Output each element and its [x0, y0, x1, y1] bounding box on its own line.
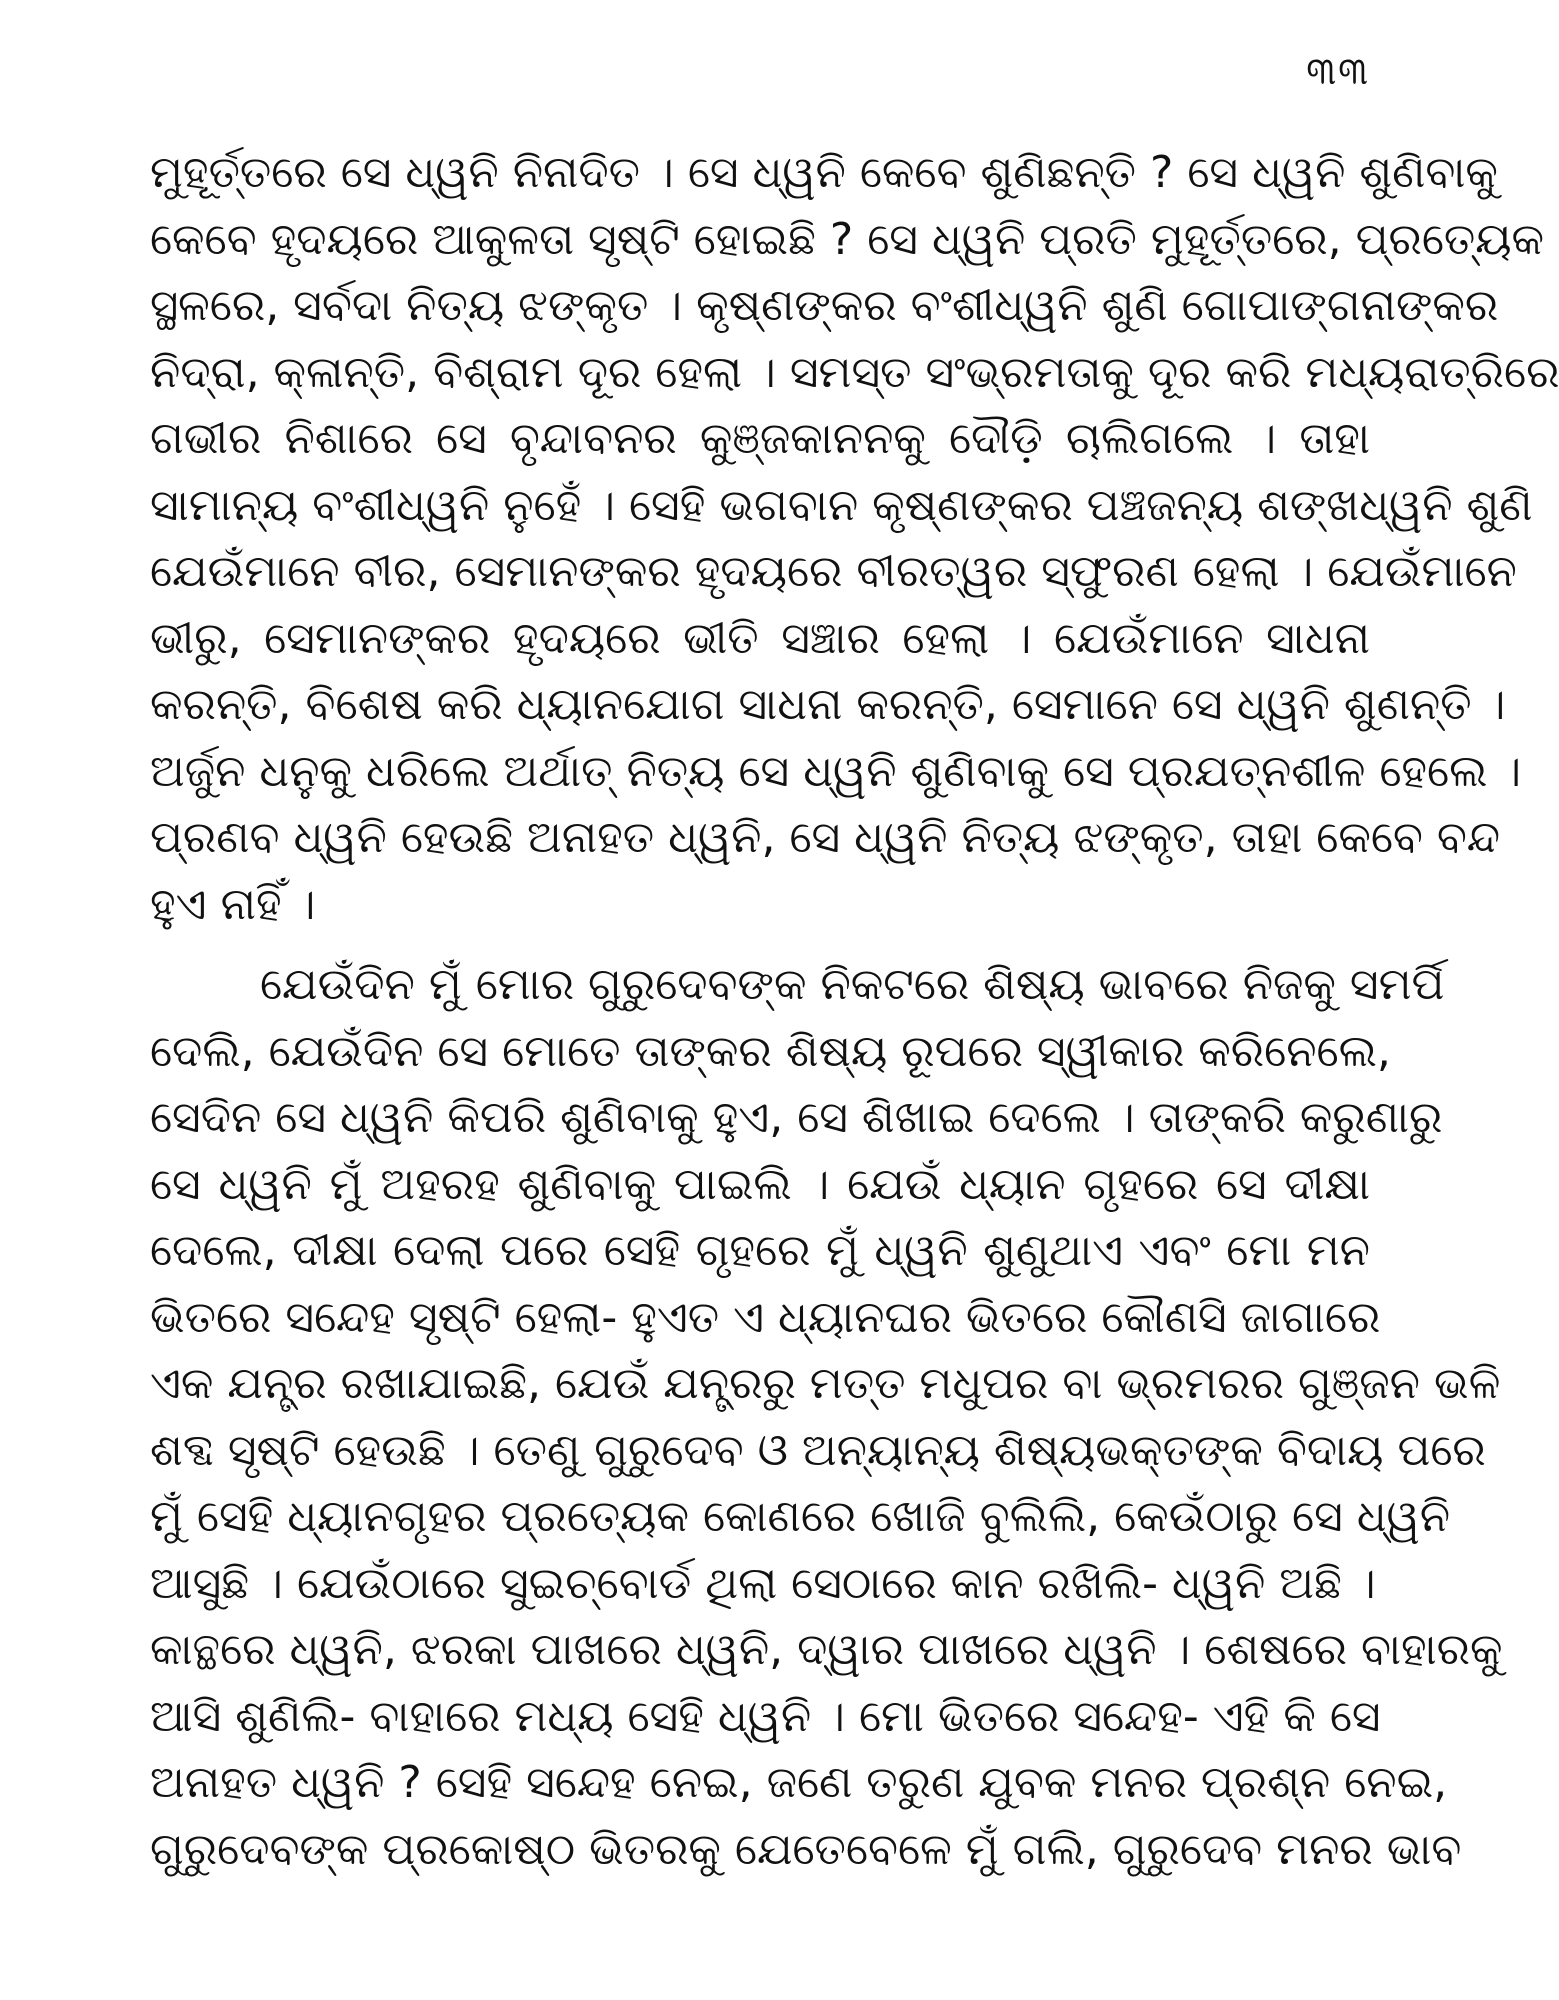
text-line: କେବେ ହୃଦୟରେ ଆକୁଳତା ସୃଷ୍ଟି ହୋଇଛି ? ସେ ଧ୍ୱନି ପ୍ରତି ମୁହୂର୍ତ୍ତରେ, ପ୍ରତ୍ୟେକ: [150, 213, 1545, 265]
text-line: ଭିତରେ ସନ୍ଦେହ ସୃଷ୍ଟି ହେଲା- ହୁଏତ ଏ ଧ୍ୟାନଘର ଭିତରେ କୌଣସି ଜାଗାରେ: [150, 1291, 1381, 1343]
text-line: ଏକ ଯନ୍ତ୍ର ରଖାଯାଇଛି, ଯେଉଁ ଯନ୍ତ୍ରରୁ ମତ୍ତ ମଧୁପର ବା ଭ୍ରମରର ଗୁଞ୍ଜନ ଭଳି: [150, 1358, 1501, 1409]
text-line: ମୁଁ ସେହି ଧ୍ୟାନଗୃହର ପ୍ରତ୍ୟେକ କୋଣରେ ଖୋଜି ବୁଲିଲି, କେଉଁଠାରୁ ସେ ଧ୍ୱନି: [150, 1491, 1451, 1542]
text-line: ଆସୁଛି । ଯେଉଁଠାରେ ସୁଇଚ୍‌ବୋର୍ଡ ଥିଲା ସେଠାରେ କାନ ରଖିଲି- ଧ୍ୱନି ଅଛି ।: [150, 1557, 1376, 1609]
text-line: ସ୍ଥଳରେ, ସର୍ବଦା ନିତ୍ୟ ଝଙ୍କୃତ । କୃଷ୍ଣଙ୍କର ବଂଶୀଧ୍ୱନି ଶୁଣି ଗୋପାଙ୍ଗନାଙ୍କର: [150, 280, 1499, 331]
text-line: ଯେଉଁମାନେ ବୀର, ସେମାନଙ୍କର ହୃଦୟରେ ବୀରତ୍ୱର ସ୍ଫୁରଣ ହେଲା । ଯେଉଁମାନେ: [150, 546, 1517, 597]
text-line: ସେଦିନ ସେ ଧ୍ୱନି କିପରି ଶୁଣିବାକୁ ହୁଏ, ସେ ଶିଖାଇ ଦେଲେ । ତାଙ୍କରି କରୁଣାରୁ: [150, 1092, 1443, 1143]
paragraph-2: [150, 952, 1503, 1883]
text-line: କରନ୍ତି, ବିଶେଷ କରି ଧ୍ୟାନଯୋଗ ସାଧନା କରନ୍ତି, ସେମାନେ ସେ ଧ୍ୱନି ଶୁଣନ୍ତି ।: [150, 679, 1506, 730]
text-line: ସେ ଧ୍ୱନି ମୁଁ ଅହରହ ଶୁଣିବାକୁ ପାଇଲି । ଯେଉଁ ଧ୍ୟାନ ଗୃହରେ ସେ ଦୀକ୍ଷା: [150, 1158, 1370, 1210]
text-line: ଦେଲି, ଯେଉଁଦିନ ସେ ମୋତେ ତାଙ୍କର ଶିଷ୍ୟ ରୂପରେ ସ୍ୱୀକାର କରିନେଲେ,: [150, 1025, 1391, 1077]
page-number: ୩୩: [1306, 49, 1370, 93]
text-line: ହୁଏ ନାହିଁ ।: [150, 878, 316, 930]
text-line: ଶବ୍ଦ ସୃଷ୍ଟି ହେଉଛି । ତେଣୁ ଗୁରୁଦେବ ଓ ଅନ୍ୟାନ୍ୟ ଶିଷ୍ୟଭକ୍ତଙ୍କ ବିଦାୟ ପରେ: [150, 1424, 1486, 1476]
text-line: ଅର୍ଜୁନ ଧନୁକୁ ଧରିଲେ ଅର୍ଥାତ୍ ନିତ୍ୟ ସେ ଧ୍ୱନି ଶୁଣିବାକୁ ସେ ପ୍ରଯତ୍ନଶୀଳ ହେଲେ ।: [150, 745, 1522, 797]
paragraph-gap: [150, 938, 1370, 952]
text-line: ଗୁରୁଦେବଙ୍କ ପ୍ରକୋଷ୍ଠ ଭିତରକୁ ଯେତେବେଳେ ମୁଁ ଗଲି, ଗୁରୁଦେବ ମନର ଭାବ: [150, 1823, 1462, 1875]
text-line: ନିଦ୍ରା, କ୍ଳାନ୍ତି, ବିଶ୍ରାମ ଦୂର ହେଲା । ସମସ୍ତ ସଂଭ୍ରମତାକୁ ଦୂର କରି ମଧ୍ୟରାତ୍ରିରେ: [150, 346, 1559, 398]
text-line: କାନ୍ଥରେ ଧ୍ୱନି, ଝରକା ପାଖରେ ଧ୍ୱନି, ଦ୍ୱାର ପାଖରେ ଧ୍ୱନି । ଶେଷରେ ବାହାରକୁ: [150, 1624, 1503, 1675]
paragraph-1: [150, 140, 1559, 938]
text-line: ଯେଉଁଦିନ ମୁଁ ମୋର ଗୁରୁଦେବଙ୍କ ନିକଟରେ ଶିଷ୍ୟ ଭାବରେ ନିଜକୁ ସମର୍ପି: [260, 959, 1445, 1010]
text-line: ମୁହୂର୍ତ୍ତରେ ସେ ଧ୍ୱନି ନିନାଦିତ । ସେ ଧ୍ୱନି କେବେ ଶୁଣିଛନ୍ତି ? ସେ ଧ୍ୱନି ଶୁଣିବାକୁ: [150, 147, 1498, 198]
text-line: ପ୍ରଣବ ଧ୍ୱନି ହେଉଛି ଅନାହତ ଧ୍ୱନି, ସେ ଧ୍ୱନି ନିତ୍ୟ ଝଙ୍କୃତ, ତାହା କେବେ ବନ୍ଦ: [150, 812, 1501, 863]
text-line: ସାମାନ୍ୟ ବଂଶୀଧ୍ୱନି ନୁହେଁ । ସେହି ଭଗବାନ କୃଷ୍ଣଙ୍କର ପଞ୍ଚଜନ୍ୟ ଶଙ୍ଖଧ୍ୱନି ଶୁଣି: [150, 479, 1533, 531]
text-line: ଅନାହତ ଧ୍ୱନି ? ସେହି ସନ୍ଦେହ ନେଇ, ଜଣେ ତରୁଣ ଯୁବକ ମନର ପ୍ରଶ୍ନ ନେଇ,: [150, 1757, 1448, 1808]
text-line: ଦେଲେ, ଦୀକ୍ଷା ଦେଲା ପରେ ସେହି ଗୃହରେ ମୁଁ ଧ୍ୱନି ଶୁଣୁଥାଏ ଏବଂ ମୋ ମନ: [150, 1225, 1370, 1276]
text-line: ଗଭୀର ନିଶାରେ ସେ ବୃନ୍ଦାବନର କୁଞ୍ଜକାନନକୁ ଦୌଡ଼ି ଚାଲିଗଲେ । ତାହା: [150, 413, 1370, 464]
body-text: [150, 140, 1559, 1883]
text-line: ଭୀରୁ, ସେମାନଙ୍କର ହୃଦୟରେ ଭୀତି ସଞ୍ଚାର ହେଲା । ଯେଉଁମାନେ ସାଧନା: [150, 612, 1370, 664]
text-line: ଆସି ଶୁଣିଲି- ବାହାରେ ମଧ୍ୟ ସେହି ଧ୍ୱନି । ମୋ ଭିତରେ ସନ୍ଦେହ- ଏହି କି ସେ: [150, 1690, 1381, 1742]
